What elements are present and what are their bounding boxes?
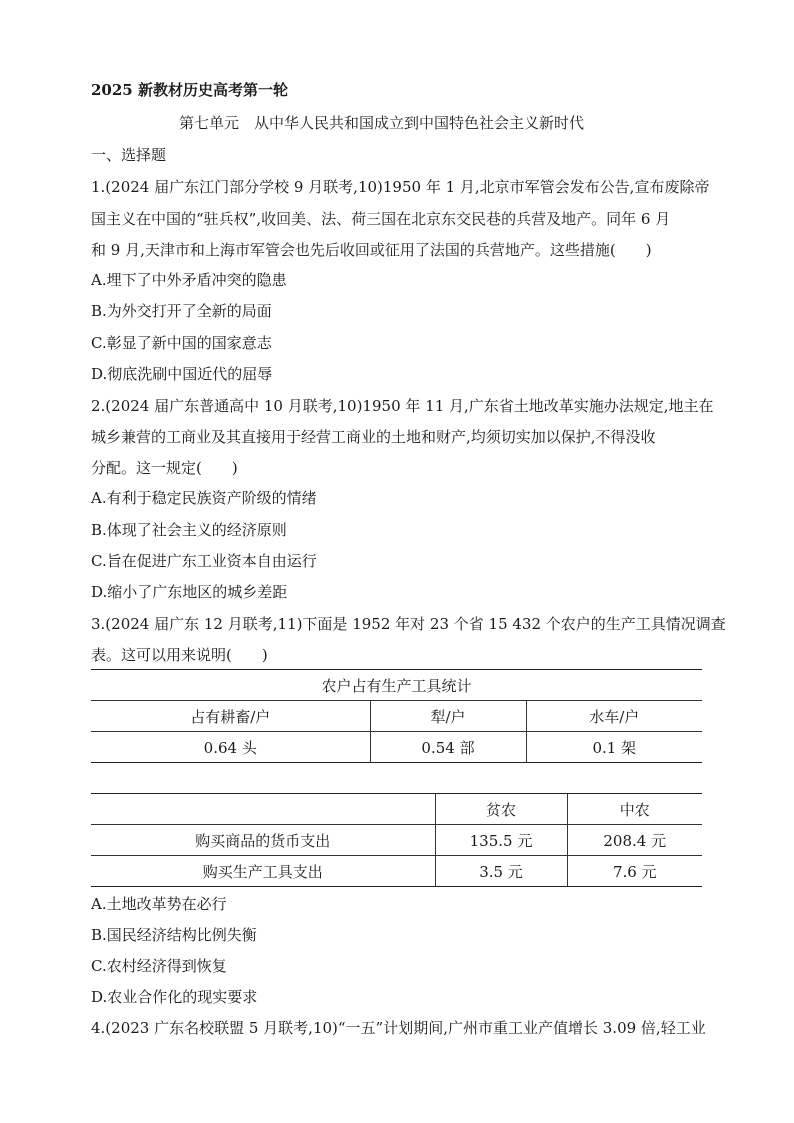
question-1-option-c: C.彰显了新中国的国家意志	[91, 334, 272, 352]
table-cell: 0.54 部	[370, 732, 526, 763]
question-3-option-c: C.农村经济得到恢复	[91, 957, 227, 975]
table-row	[91, 825, 702, 856]
table-row	[91, 732, 702, 763]
section-heading: 一、选择题	[91, 146, 167, 164]
expenditure-table	[91, 793, 702, 887]
table-header-cell	[91, 794, 435, 825]
question-3-option-b: B.国民经济结构比例失衡	[91, 926, 257, 944]
question-2-line-2: 城乡兼营的工商业及其直接用于经营工商业的土地和财产,均须切实加以保护,不得没收	[91, 428, 656, 446]
table-cell: 208.4 元	[567, 825, 702, 856]
table-cell: 0.1 架	[526, 732, 702, 763]
table-header-cell: 贫农	[435, 794, 567, 825]
table-cell: 购买商品的货币支出	[91, 825, 435, 856]
question-1-line-2: 国主义在中国的“驻兵权”,收回美、法、荷三国在北京东交民巷的兵营及地产。同年 6 月	[91, 210, 671, 228]
unit-title: 第七单元 从中华人民共和国成立到中国特色社会主义新时代	[179, 114, 585, 132]
table-header-row	[91, 701, 702, 732]
table-header-cell: 犁/户	[370, 701, 526, 732]
table-cell: 0.64 头	[91, 732, 370, 763]
question-2-option-c: C.旨在促进广东工业资本自由运行	[91, 552, 317, 570]
table-header-cell: 占有耕畜/户	[91, 701, 370, 732]
table-row	[91, 856, 702, 887]
table-title-row	[91, 670, 702, 701]
question-2-line-3: 分配。这一规定( )	[91, 459, 238, 477]
question-2-option-b: B.体现了社会主义的经济原则	[91, 521, 287, 539]
question-3-line-1: 3.(2024 届广东 12 月联考,11)下面是 1952 年对 23 个省 15 432 个农户的生产工具情况调查	[91, 615, 726, 633]
question-4-line-1: 4.(2023 广东名校联盟 5 月联考,10)“一五”计划期间,广州市重工业产值增长 3.09 倍,轻工业	[91, 1019, 706, 1037]
table-header-row	[91, 794, 702, 825]
table-header-cell: 中农	[567, 794, 702, 825]
question-1-option-b: B.为外交打开了全新的局面	[91, 302, 272, 320]
table-cell: 135.5 元	[435, 825, 567, 856]
question-2-line-1: 2.(2024 届广东普通高中 10 月联考,10)1950 年 11 月,广东省土地改革实施办法规定,地主在	[91, 397, 714, 415]
question-1-line-1: 1.(2024 届广东江门部分学校 9 月联考,10)1950 年 1 月,北京市军管会发布公告,宣布废除帝	[91, 178, 710, 196]
document-header: 2025 新教材历史高考第一轮	[91, 81, 288, 99]
question-2-option-d: D.缩小了广东地区的城乡差距	[91, 583, 288, 601]
question-1-option-a: A.埋下了中外矛盾冲突的隐患	[91, 271, 287, 289]
question-3-option-a: A.土地改革势在必行	[91, 895, 227, 913]
question-2-option-a: A.有利于稳定民族资产阶级的情绪	[91, 489, 317, 507]
table-header-cell: 水车/户	[526, 701, 702, 732]
table-title: 农户占有生产工具统计	[91, 670, 702, 701]
tool-ownership-table	[91, 669, 702, 763]
table-cell: 3.5 元	[435, 856, 567, 887]
table-cell: 购买生产工具支出	[91, 856, 435, 887]
question-1-option-d: D.彻底洗刷中国近代的屈辱	[91, 365, 273, 383]
question-3-line-2: 表。这可以用来说明( )	[91, 646, 268, 664]
question-3-option-d: D.农业合作化的现实要求	[91, 988, 258, 1006]
table-cell: 7.6 元	[567, 856, 702, 887]
question-1-line-3: 和 9 月,天津市和上海市军管会也先后收回或征用了法国的兵营地产。这些措施( )	[91, 241, 652, 259]
